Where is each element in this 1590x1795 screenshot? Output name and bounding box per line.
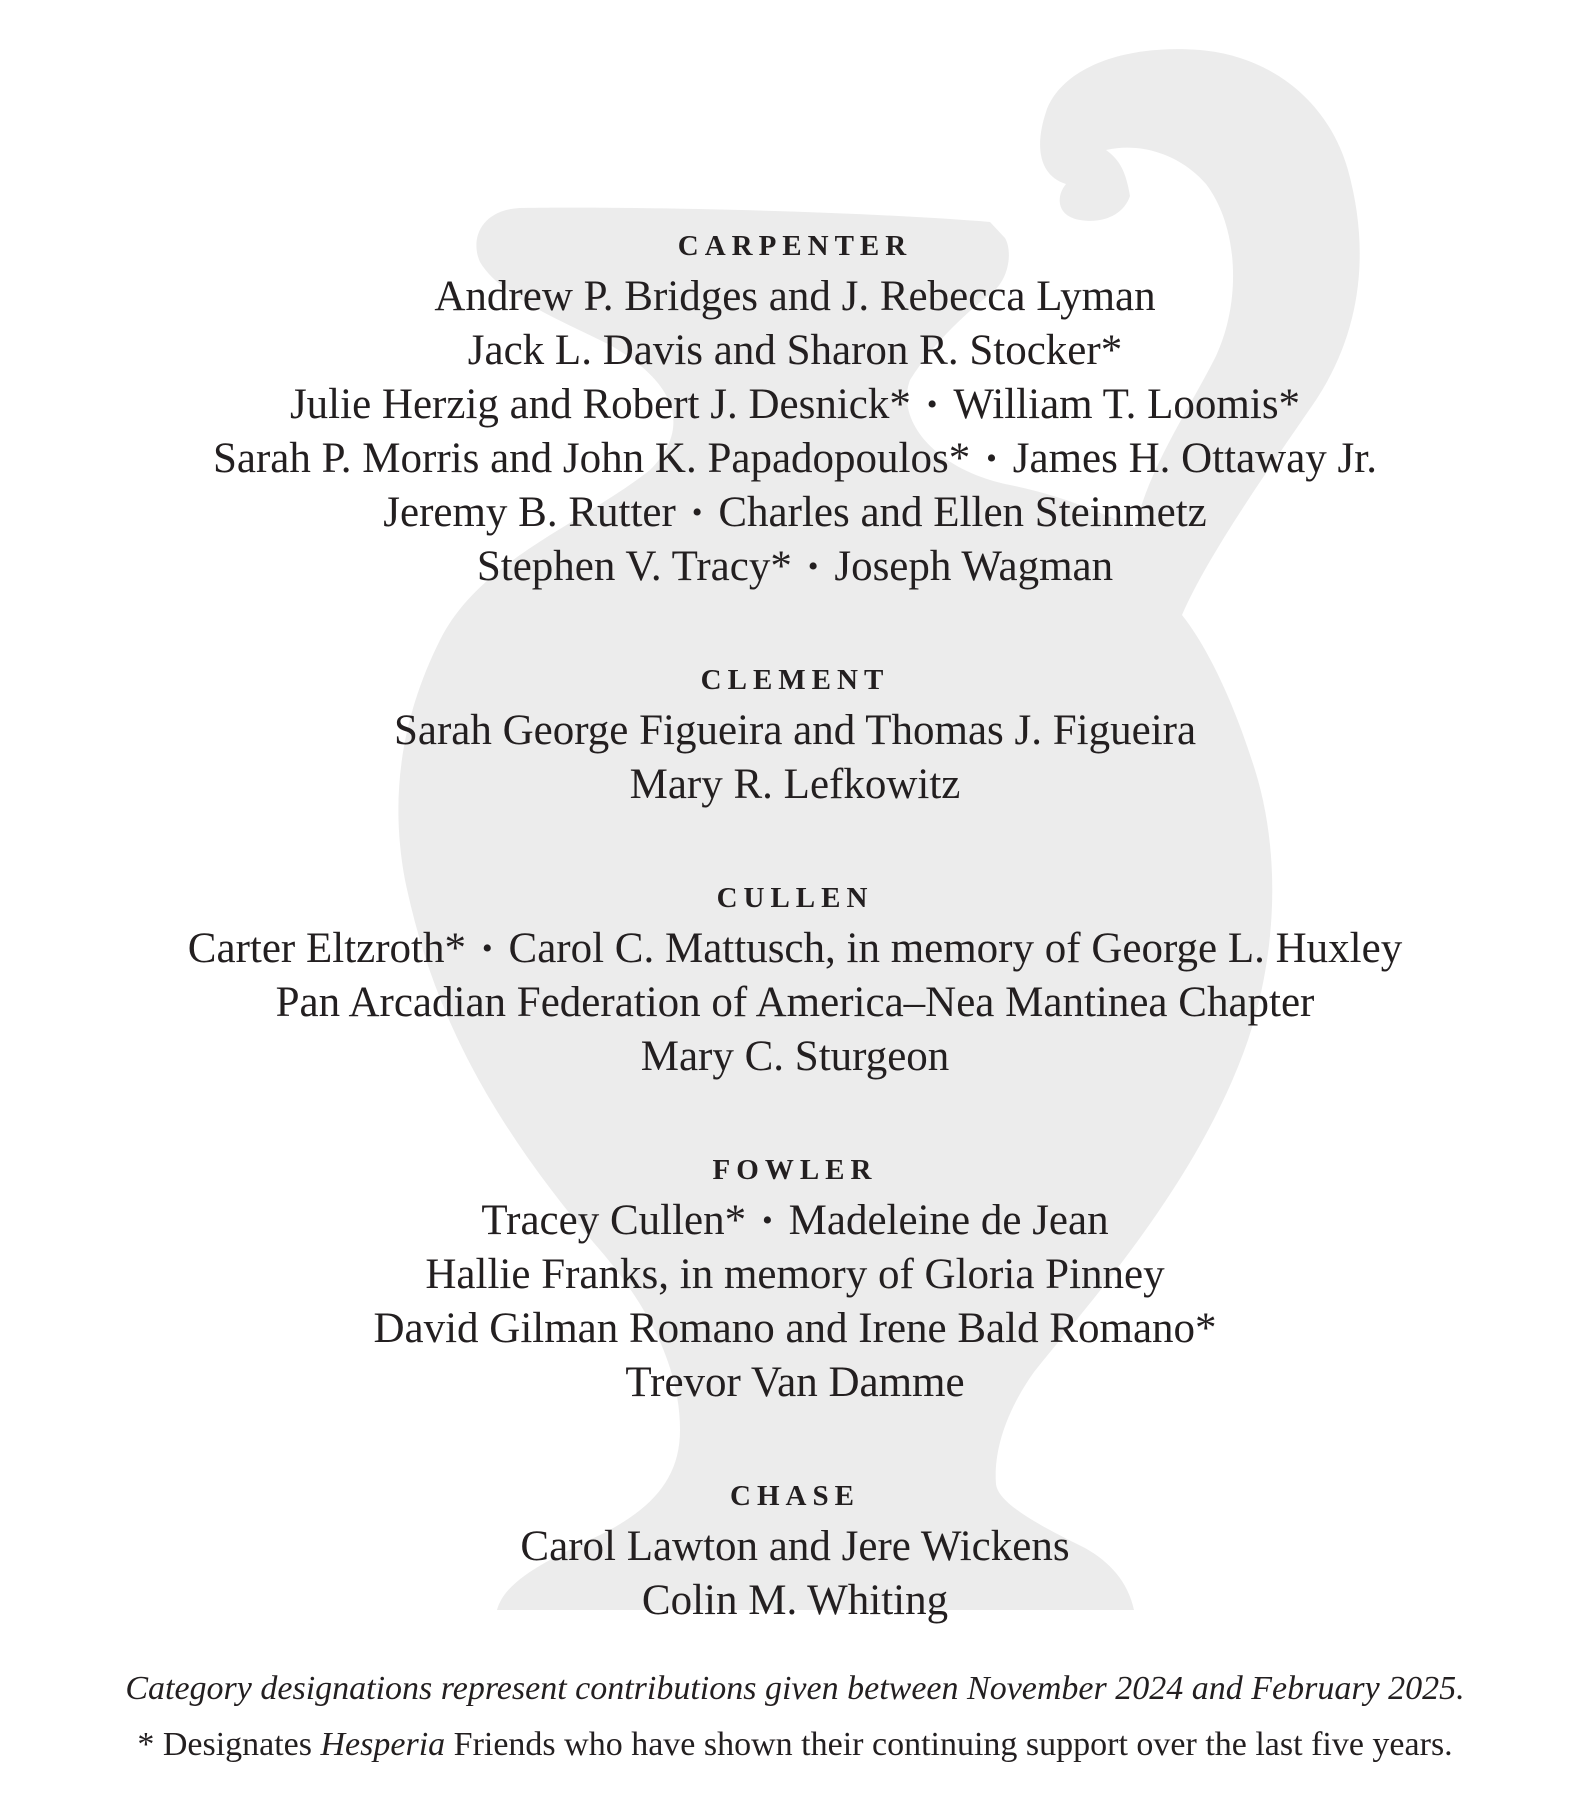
donor-name: Colin M. Whiting: [641, 1577, 949, 1624]
donor-name: Mary C. Sturgeon: [640, 1033, 950, 1080]
category-section-chase: [0, 1474, 1590, 1628]
category-heading: CLEMENT: [700, 664, 890, 696]
category-section-fowler: [0, 1148, 1590, 1410]
donor-name: Carol C. Mattusch, in memory of George L. Huxley: [508, 925, 1403, 972]
donor-name: Stephen V. Tracy*: [476, 543, 792, 590]
donor-line: [0, 1248, 1590, 1302]
category-note: Category designations represent contributions given between November 2024 and February 2025.: [125, 1670, 1465, 1707]
donor-name: David Gilman Romano and Irene Bald Romano*: [373, 1305, 1217, 1352]
bullet-separator: •: [691, 496, 703, 529]
donor-name: Sarah P. Morris and John K. Papadopoulos*: [212, 435, 971, 482]
category-heading: CHASE: [730, 1480, 860, 1512]
category-heading: CULLEN: [716, 882, 874, 914]
category-section-clement: [0, 658, 1590, 812]
donor-name: Jack L. Davis and Sharon R. Stocker*: [467, 327, 1123, 374]
donor-name: Charles and Ellen Steinmetz: [718, 489, 1207, 536]
donor-name: Pan Arcadian Federation of America–Nea Mantinea Chapter: [275, 979, 1315, 1026]
donor-name: Joseph Wagman: [834, 543, 1114, 590]
donor-name: Tracey Cullen*: [481, 1197, 747, 1244]
donor-line: [0, 1302, 1590, 1356]
donor-line: [0, 1030, 1590, 1084]
donor-name: Trevor Van Damme: [625, 1359, 965, 1406]
donor-line: [0, 486, 1590, 540]
asterisk-note: [0, 1717, 1590, 1773]
donor-name: Julie Herzig and Robert J. Desnick*: [289, 381, 911, 428]
donor-name: Andrew P. Bridges and J. Rebecca Lyman: [434, 273, 1156, 320]
category-heading: FOWLER: [712, 1154, 878, 1186]
asterisk-note-prefix: * Designates: [137, 1726, 321, 1763]
footnotes: [0, 1661, 1590, 1773]
donor-line: [0, 1520, 1590, 1574]
asterisk-note-journal: Hesperia: [320, 1726, 446, 1763]
donor-list: [0, 224, 1590, 1692]
bullet-separator: •: [807, 550, 819, 583]
donor-line: [0, 1574, 1590, 1628]
donor-name: Jeremy B. Rutter: [383, 489, 676, 536]
donor-name: Mary R. Lefkowitz: [629, 761, 961, 808]
donor-name: Sarah George Figueira and Thomas J. Figueira: [393, 707, 1197, 754]
donor-line: [0, 378, 1590, 432]
bullet-separator: •: [926, 388, 938, 421]
category-heading: CARPENTER: [677, 230, 913, 262]
donor-line: [0, 704, 1590, 758]
donor-name: Carter Eltzroth*: [187, 925, 466, 972]
category-section-carpenter: [0, 224, 1590, 594]
donor-line: [0, 758, 1590, 812]
donor-line: [0, 922, 1590, 976]
donor-name: Hallie Franks, in memory of Gloria Pinney: [425, 1251, 1165, 1298]
bullet-separator: •: [986, 442, 997, 475]
donor-line: [0, 976, 1590, 1030]
bullet-separator: •: [482, 932, 493, 965]
asterisk-note-suffix: Friends who have shown their continuing support over the last five years.: [445, 1726, 1453, 1763]
donor-line: [0, 1356, 1590, 1410]
donor-name: Madeleine de Jean: [788, 1197, 1109, 1244]
donor-name: James H. Ottaway Jr.: [1012, 435, 1377, 482]
donor-line: [0, 432, 1590, 486]
donor-line: [0, 540, 1590, 594]
donor-line: [0, 270, 1590, 324]
donor-line: [0, 324, 1590, 378]
donor-name: Carol Lawton and Jere Wickens: [520, 1523, 1070, 1570]
donor-name: William T. Loomis*: [953, 381, 1301, 428]
category-section-cullen: [0, 876, 1590, 1084]
bullet-separator: •: [762, 1204, 773, 1237]
donor-line: [0, 1194, 1590, 1248]
